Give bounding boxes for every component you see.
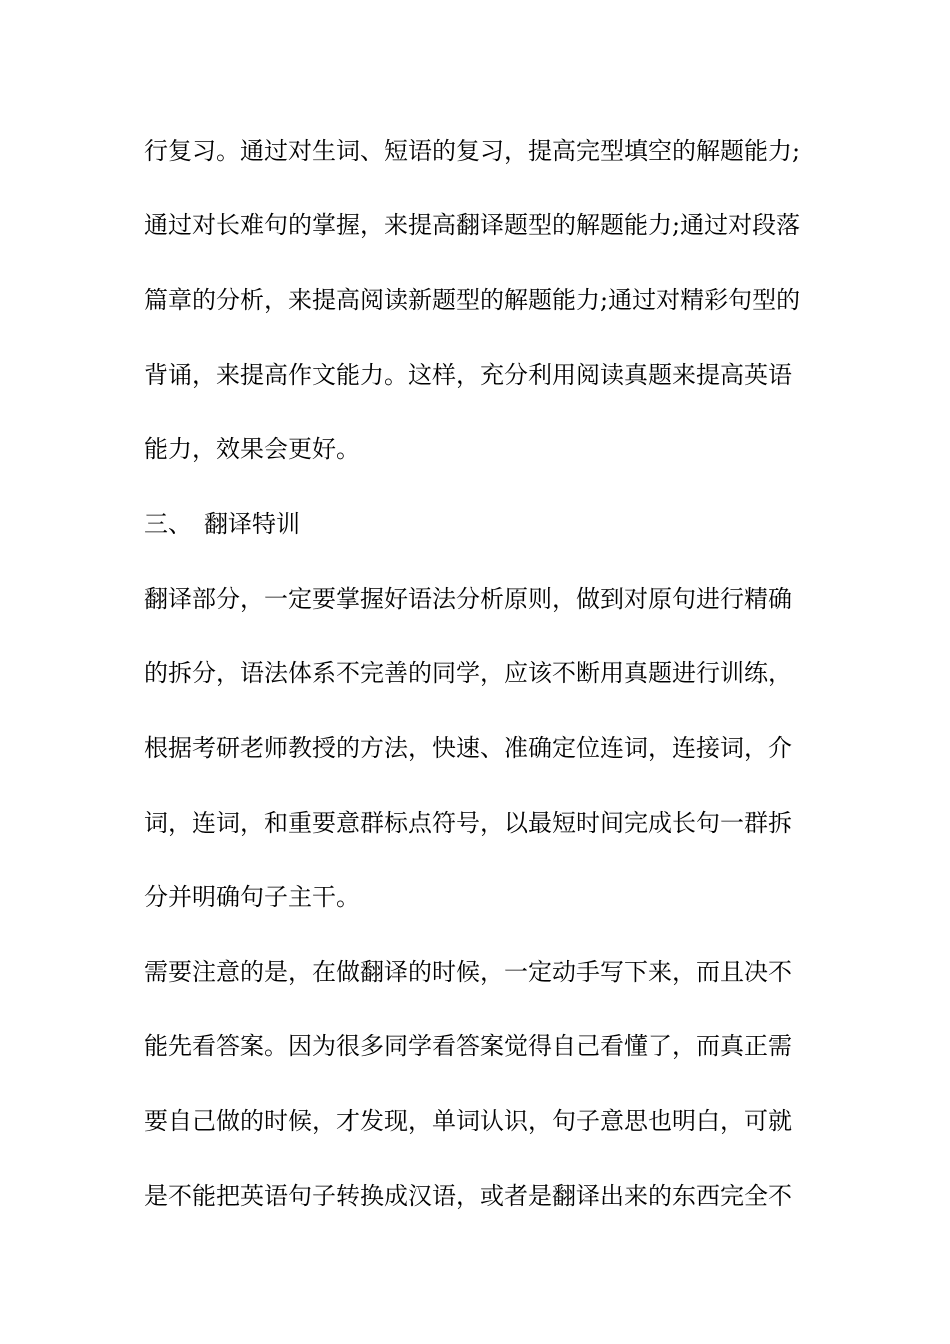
paragraph-line: 要自己做的时候，才发现，单词认识，句子意思也明白，可就 [144, 1107, 792, 1135]
paragraph-line: 能先看答案。因为很多同学看答案觉得自己看懂了，而真正需 [144, 1032, 792, 1060]
paragraph-line: 的拆分，语法体系不完善的同学，应该不断用真题进行训练， [144, 659, 792, 687]
section-title: 翻译特训 [204, 510, 300, 538]
paragraph-line: 篇章的分析，来提高阅读新题型的解题能力;通过对精彩句型的 [144, 286, 801, 314]
paragraph-line: 行复习。通过对生词、短语的复习，提高完型填空的解题能力; [144, 137, 801, 165]
paragraph-line: 分并明确句子主干。 [144, 883, 360, 911]
paragraph-line: 背诵，来提高作文能力。这样，充分利用阅读真题来提高英语 [144, 361, 792, 389]
paragraph-line: 翻译部分，一定要掌握好语法分析原则，做到对原句进行精确 [144, 585, 792, 613]
paragraph-line: 词，连词，和重要意群标点符号，以最短时间完成长句一群拆 [144, 809, 792, 837]
section-number: 三、 [144, 510, 192, 538]
paragraph-line: 通过对长难句的掌握，来提高翻译题型的解题能力;通过对段落 [144, 211, 801, 239]
paragraph-line: 是不能把英语句子转换成汉语，或者是翻译出来的东西完全不 [144, 1182, 792, 1210]
paragraph-line: 能力，效果会更好。 [144, 435, 360, 463]
paragraph-line: 根据考研老师教授的方法，快速、准确定位连词，连接词，介 [144, 734, 792, 762]
section-heading [144, 504, 814, 544]
paragraph-line: 需要注意的是，在做翻译的时候，一定动手写下来，而且决不 [144, 958, 792, 986]
